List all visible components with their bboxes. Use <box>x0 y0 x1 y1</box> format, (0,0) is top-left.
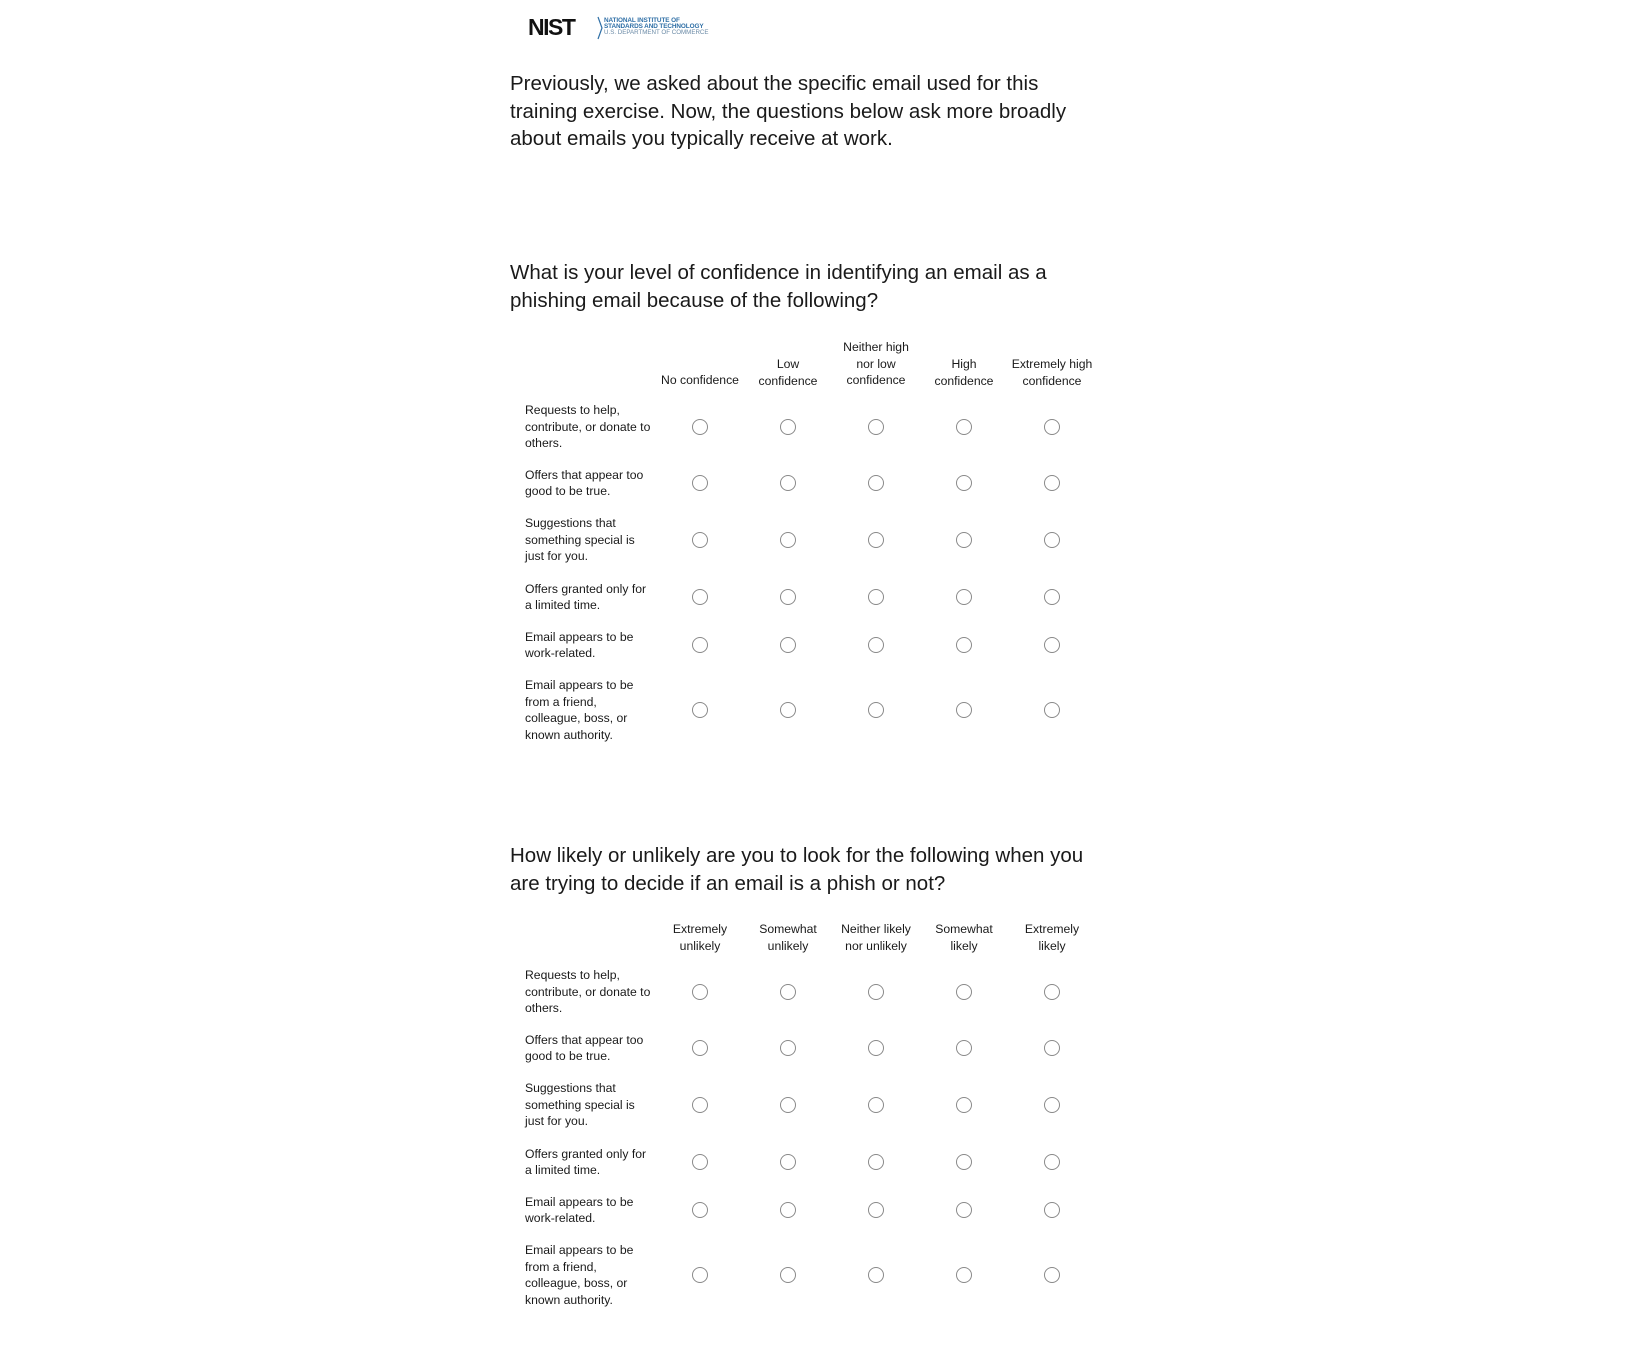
likert-radio[interactable] <box>780 1154 796 1170</box>
likert-radio[interactable] <box>956 1267 972 1283</box>
likert-radio[interactable] <box>868 984 884 1000</box>
nist-wordmark-icon <box>528 17 596 37</box>
likert-radio[interactable] <box>780 1040 796 1056</box>
column-header: Neither likely nor unlikely <box>841 922 911 953</box>
likert-radio[interactable] <box>780 419 796 435</box>
likert-radio[interactable] <box>692 1154 708 1170</box>
likert-radio[interactable] <box>868 1154 884 1170</box>
likert-radio[interactable] <box>1044 637 1060 653</box>
likert-radio[interactable] <box>956 419 972 435</box>
column-header: Neither high nor low confidence <box>843 340 909 387</box>
row-label: Email appears to be from a friend, colleague, boss, or known authority. <box>525 1243 634 1307</box>
likert-radio[interactable] <box>868 589 884 605</box>
row-label: Email appears to be work-related. <box>525 1194 634 1225</box>
likert-radio[interactable] <box>780 1202 796 1218</box>
likert-radio[interactable] <box>956 702 972 718</box>
likert-radio[interactable] <box>1044 475 1060 491</box>
row-label: Offers granted only for a limited time. <box>525 1146 647 1177</box>
row-label: Email appears to be from a friend, colleague, boss, or known authority. <box>525 678 634 742</box>
likert-radio[interactable] <box>1044 1154 1060 1170</box>
likert-radio[interactable] <box>1044 419 1060 435</box>
logo-org-text <box>604 18 709 37</box>
question-1-title: What is your level of confidence in identifying an email as a phishing email because of the following? <box>510 261 1047 312</box>
question-2-title: How likely or unlikely are you to look for the following when you are trying to decide if an email is a phish or not? <box>510 844 1084 895</box>
row-label: Offers that appear too good to be true. <box>525 467 644 498</box>
likert-radio[interactable] <box>868 1202 884 1218</box>
likert-radio[interactable] <box>956 637 972 653</box>
row-label: Requests to help, contribute, or donate to others. <box>525 403 651 450</box>
likert-radio[interactable] <box>692 589 708 605</box>
row-label: Offers granted only for a limited time. <box>525 581 647 612</box>
likert-radio[interactable] <box>1044 1040 1060 1056</box>
svg-text:NIST: NIST <box>528 17 575 37</box>
likert-radio[interactable] <box>780 702 796 718</box>
column-header: High confidence <box>934 357 994 388</box>
likert-radio[interactable] <box>956 589 972 605</box>
column-header: Somewhat likely <box>935 922 993 953</box>
likert-radio[interactable] <box>956 532 972 548</box>
intro-text: Previously, we asked about the specific email used for this training exercise. Now, the questions below ask more broadly about emails you typically receive at work. <box>510 72 1067 150</box>
chevron-divider-icon <box>597 16 603 40</box>
likert-radio[interactable] <box>692 702 708 718</box>
likert-radio[interactable] <box>868 1267 884 1283</box>
row-label: Suggestions that something special is just for you. <box>525 1081 635 1128</box>
likert-radio[interactable] <box>692 637 708 653</box>
logo-line-1: NATIONAL INSTITUTE OF <box>604 17 680 24</box>
likert-radio[interactable] <box>868 1097 884 1113</box>
column-header: Low confidence <box>758 357 818 388</box>
likert-radio[interactable] <box>956 1097 972 1113</box>
likert-radio[interactable] <box>692 532 708 548</box>
likert-radio[interactable] <box>692 984 708 1000</box>
likert-radio[interactable] <box>780 1267 796 1283</box>
column-header: No confidence <box>661 373 739 387</box>
likert-radio[interactable] <box>692 1267 708 1283</box>
likert-radio[interactable] <box>1044 702 1060 718</box>
likert-radio[interactable] <box>692 475 708 491</box>
column-header: Extremely unlikely <box>672 922 728 953</box>
likert-radio[interactable] <box>780 637 796 653</box>
likert-radio[interactable] <box>780 984 796 1000</box>
likert-radio[interactable] <box>868 702 884 718</box>
likert-radio[interactable] <box>1044 589 1060 605</box>
nist-logo <box>528 13 709 43</box>
likert-radio[interactable] <box>956 1154 972 1170</box>
logo-line-2: STANDARDS AND TECHNOLOGY <box>604 23 704 31</box>
row-label: Requests to help, contribute, or donate to others. <box>525 968 651 1015</box>
likert-radio[interactable] <box>956 984 972 1000</box>
likert-radio[interactable] <box>692 419 708 435</box>
likert-radio[interactable] <box>1044 1097 1060 1113</box>
likert-radio[interactable] <box>780 475 796 491</box>
likert-radio[interactable] <box>956 1202 972 1218</box>
likert-radio[interactable] <box>868 475 884 491</box>
likert-radio[interactable] <box>692 1202 708 1218</box>
likert-radio[interactable] <box>780 1097 796 1113</box>
likert-radio[interactable] <box>692 1040 708 1056</box>
logo-line-3: U.S. DEPARTMENT OF COMMERCE <box>604 29 709 37</box>
column-header: Somewhat unlikely <box>759 922 817 953</box>
row-label: Email appears to be work-related. <box>525 629 634 660</box>
likert-radio[interactable] <box>868 532 884 548</box>
row-label: Suggestions that something special is just for you. <box>525 516 635 563</box>
column-header: Extremely likely <box>1024 922 1080 953</box>
likert-radio[interactable] <box>1044 984 1060 1000</box>
column-header: Extremely high confidence <box>1011 357 1093 388</box>
likert-radio[interactable] <box>1044 1202 1060 1218</box>
likert-radio[interactable] <box>1044 532 1060 548</box>
likert-radio[interactable] <box>780 532 796 548</box>
likert-radio[interactable] <box>956 475 972 491</box>
likert-radio[interactable] <box>1044 1267 1060 1283</box>
likert-radio[interactable] <box>780 589 796 605</box>
likert-radio[interactable] <box>868 1040 884 1056</box>
row-label: Offers that appear too good to be true. <box>525 1032 644 1063</box>
likert-radio[interactable] <box>956 1040 972 1056</box>
likert-radio[interactable] <box>868 419 884 435</box>
likert-radio[interactable] <box>692 1097 708 1113</box>
likert-radio[interactable] <box>868 637 884 653</box>
